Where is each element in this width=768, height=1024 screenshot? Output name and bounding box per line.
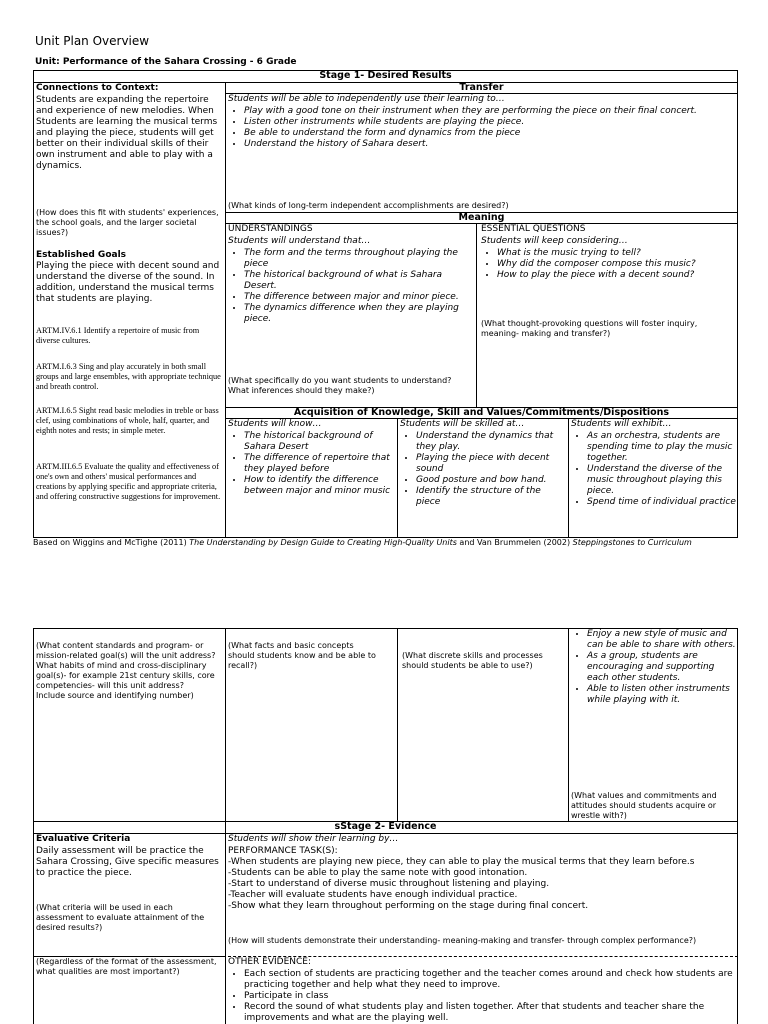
eq-item: • How to play the piece with a decent sound? [497, 270, 736, 281]
exhibit-item: • As an orchestra, students are spending time to play the music together. [587, 431, 736, 464]
exhibit-item: • Able to listen other instruments while playing with it. [587, 684, 736, 706]
know-item: • The difference of repertoire that they played before [244, 453, 394, 475]
understandings-intro: Students will understand that… [228, 236, 371, 246]
task-item: -Show what they learn throughout performing on the stage during final concert. [228, 901, 589, 911]
footer-note [33, 538, 738, 548]
task-item: -Start to understand of diverse music throughout listening and playing. [228, 879, 550, 889]
standard-item: ARTM.I.6.3 Sing and play accurately in both small groups and large ensembles, with appropriate technique and breath control. [36, 362, 221, 391]
standard-item: ARTM.IV.6.1 Identify a repertoire of music from diverse cultures. [36, 326, 200, 345]
goals-heading: Established Goals [36, 250, 127, 260]
know-item: • The historical background of Sahara Desert [244, 431, 394, 453]
exhibit-more-list [571, 629, 736, 706]
page-title: Unit Plan Overview [35, 34, 150, 48]
content-prompt [36, 641, 222, 701]
transfer-item: • Listen other instruments while students are playing the piece. [244, 117, 733, 128]
know-list [228, 431, 394, 497]
stage2-header: sStage 2- Evidence [334, 821, 437, 832]
understandings-prompt-line: (What specifically do you want students to understand? [228, 376, 452, 385]
criteria-prompt-2: (Regardless of the format of the assessment, what qualities are most important?) [36, 957, 217, 976]
exhibit-item: • Enjoy a new style of music and can be able to share with others. [587, 629, 736, 651]
unit-title: Unit: Performance of the Sahara Crossing - 6 Grade [35, 57, 297, 67]
transfer-item: • Play with a good tone on their instrument when they are performing the piece on their final concert. [244, 106, 733, 117]
skills-prompt: (What discrete skills and processes should students be able to use?) [402, 651, 543, 670]
skilled-item: • Playing the piece with decent sound [416, 453, 566, 475]
other-item: • Record the sound of what students play and listen together. After that students and teacher share the improvements and what are the playing well. [244, 1002, 736, 1024]
meaning-header: Meaning [458, 212, 505, 223]
eq-prompt: (What thought-provoking questions will foster inquiry, meaning- making and transfer?) [481, 319, 698, 338]
exhibit-list [571, 431, 736, 508]
connections-prompt: (How does this fit with students' experiences, the school goals, and the larger societal issues?) [36, 208, 219, 237]
standard-item: ARTM.I.6.5 Sight read basic melodies in treble or bass clef, using combinations of whole, half, quarter, and eighth notes and rests; in simple meter. [36, 406, 219, 435]
understanding-item: • The difference between major and minor piece. [244, 292, 468, 303]
connections-body: Students are expanding the repertoire and experience of new melodies. When Students are learning the musical terms and playing the piece, students will get better on their individual skills of their own instrument and able to play with a dynamics. [36, 95, 218, 171]
understanding-item: • The historical background of what is Sahara Desert. [244, 270, 468, 292]
tasks [228, 857, 738, 912]
understandings-prompt-line: What inferences should they make?) [228, 386, 375, 395]
task-item: -Students can be able to play the same note with good intonation. [228, 868, 528, 878]
other-list [228, 969, 736, 1024]
content-prompt-line: What habits of mind and cross-disciplinary goal(s)- for example 21st century skills, core competencies- will this unit address? [36, 661, 215, 690]
skilled-intro: Students will be skilled at… [400, 419, 525, 429]
content-prompt-line: Include source and identifying number) [36, 691, 194, 700]
values-prompt: (What values and commitments and attitudes should students acquire or wrestle with?) [571, 791, 717, 820]
transfer-header: Transfer [459, 82, 504, 93]
criteria-body: Daily assessment will be practice the Sahara Crossing, Give specific measures to practice the piece. [36, 846, 219, 878]
transfer-prompt: (What kinds of long-term independent accomplishments are desired?) [228, 201, 509, 210]
skilled-list [400, 431, 566, 508]
skilled-item: • Understand the dynamics that they play. [416, 431, 566, 453]
connections-heading: Connections to Context: [36, 83, 159, 93]
stage1-header: Stage 1- Desired Results [319, 70, 452, 81]
understanding-item: • The dynamics difference when they are playing piece. [244, 303, 468, 325]
transfer-list [228, 106, 733, 150]
acquisition-header: Acquisition of Knowledge, Skill and Values/Commitments/Dispositions [293, 407, 670, 418]
footer-prefix: Based on Wiggins and McTighe (2011) [33, 538, 190, 547]
footer-book2: Steppingstones to Curriculum [572, 538, 692, 547]
understanding-item: • The form and the terms throughout playing the piece [244, 248, 468, 270]
understandings-list [228, 248, 468, 325]
eq-intro: Students will keep considering… [481, 236, 628, 246]
know-intro: Students will know… [228, 419, 322, 429]
eq-item: • What is the music trying to tell? [497, 248, 736, 259]
exhibit-item: • As a group, students are encouraging and supporting each other students. [587, 651, 736, 684]
understandings-prompt [228, 376, 473, 396]
task-label: PERFORMANCE TASK(S): [228, 846, 338, 856]
transfer-intro: Students will be able to independently use their learning to… [228, 94, 505, 104]
other-item: • Each section of students are practicing together and the teacher comes around and check how students are practicing together and help what they need to improve. [244, 969, 736, 991]
transfer-item: • Be able to understand the form and dynamics from the piece [244, 128, 733, 139]
skilled-item: • Identify the structure of the piece [416, 486, 566, 508]
exhibit-intro: Students will exhibit… [571, 419, 672, 429]
understandings-label: UNDERSTANDINGS [228, 224, 313, 234]
task-item: -When students are playing new piece, they can able to play the musical terms that they learn before.s [228, 857, 695, 867]
criteria-heading: Evaluative Criteria [36, 834, 131, 844]
show-intro: Students will show their learning by… [228, 834, 399, 844]
exhibit-item: • Spend time of individual practice [587, 497, 736, 508]
know-item: • How to identify the difference between major and minor music [244, 475, 394, 497]
footer-book1: The Understanding by Design Guide to Creating High-Quality Units [189, 538, 457, 547]
footer-middle: and Van Brummelen (2002) [456, 538, 573, 547]
other-label: OTHER EVIDENCE: [228, 957, 311, 967]
goals-body: Playing the piece with decent sound and understand the diverse of the sound. In addition, understand the musical terms that students are playing. [36, 261, 220, 304]
eq-label: ESSENTIAL QUESTIONS [481, 224, 586, 234]
eq-list [481, 248, 736, 281]
transfer-item: • Understand the history of Sahara desert. [244, 139, 733, 150]
facts-prompt: (What facts and basic concepts should students know and be able to recall?) [228, 641, 376, 670]
content-prompt-line: (What content standards and program- or mission-related goal(s) will the unit address? [36, 641, 216, 660]
other-item: • Participate in class [244, 991, 736, 1002]
exhibit-item: • Understand the diverse of the music throughout playing this piece. [587, 464, 736, 497]
eq-item: • Why did the composer compose this music? [497, 259, 736, 270]
criteria-prompt: (What criteria will be used in each assessment to evaluate attainment of the desired results?) [36, 903, 205, 932]
task-item: -Teacher will evaluate students have enough individual practice. [228, 890, 518, 900]
task-prompt: (How will students demonstrate their understanding- meaning-making and transfer- through complex performance?) [228, 936, 697, 945]
skilled-item: • Good posture and bow hand. [416, 475, 566, 486]
standard-item: ARTM.III.6.5 Evaluate the quality and effectiveness of one's own and others' musical performances and creations by applying specific and appropriate criteria, and offering constructive suggestions for improvement. [36, 462, 221, 501]
